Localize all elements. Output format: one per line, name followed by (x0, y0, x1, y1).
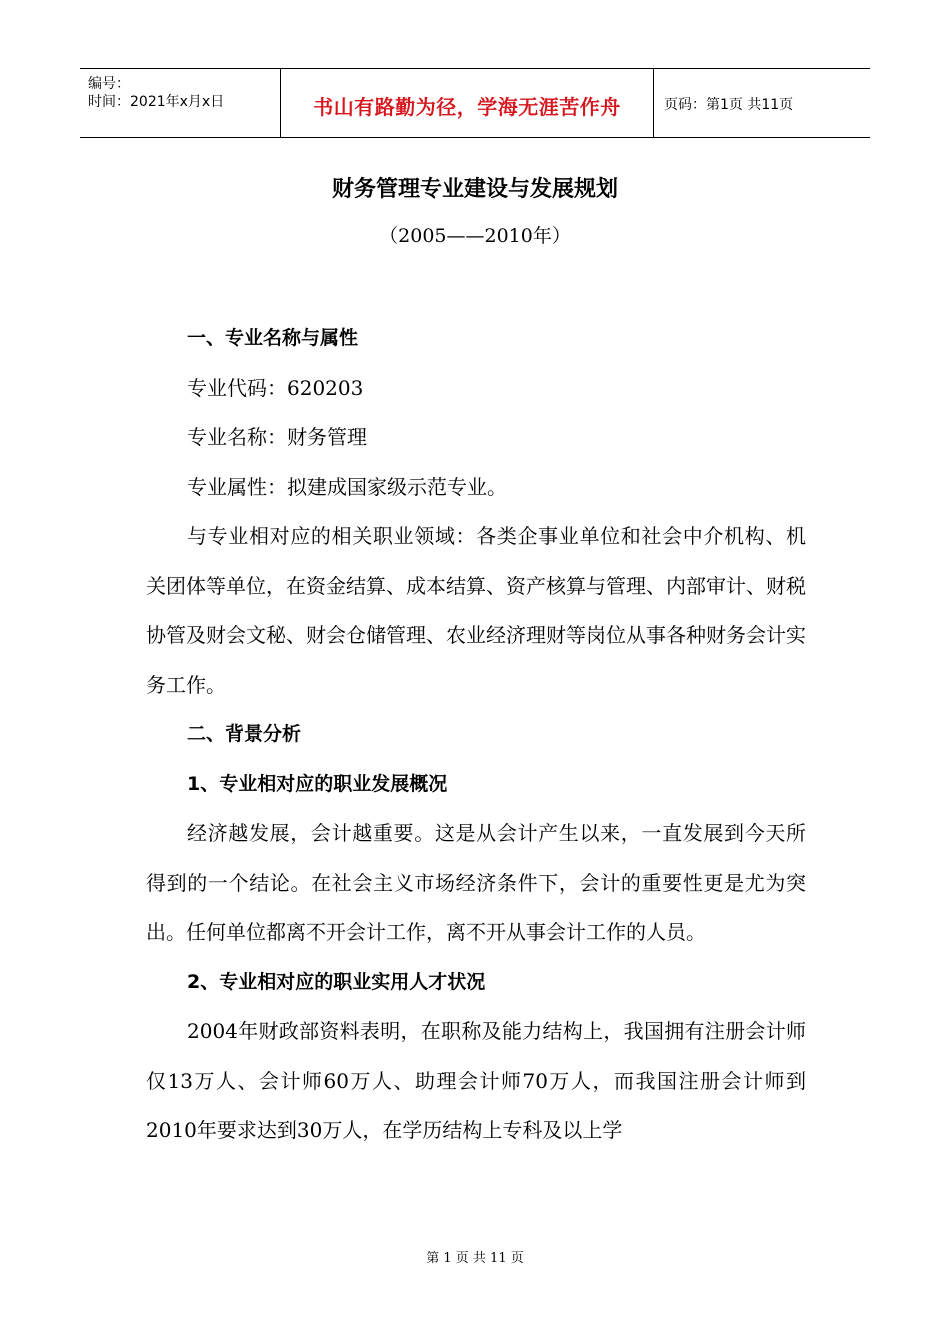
time-label: 时间：2021年x月x日 (88, 94, 225, 110)
name-line: 专业名称：财务管理 (187, 425, 367, 449)
number-label: 编号： (88, 76, 130, 92)
document-subtitle: （2005——2010年） (379, 225, 571, 247)
sub1-heading: 1、专业相对应的职业发展概况 (187, 772, 448, 795)
header-table (80, 68, 870, 138)
header-left-cell (80, 69, 281, 137)
motto: 书山有路勤为径，学海无涯苦作舟 (313, 95, 621, 119)
sub2-heading: 2、专业相对应的职业实用人才状况 (187, 970, 486, 993)
sub2-paragraph: 2004年财政部资料表明，在职称及能力结构上，我国拥有注册会计师仅13万人、会计师60万人、助理会计师70万人，而我国注册会计师到2010年要求达到30万人，在学历结构上专科及以上学 (146, 1019, 806, 1142)
header-page-cell (654, 69, 870, 137)
field-paragraph: 与专业相对应的相关职业领域：各类企事业单位和社会中介机构、机关团体等单位，在资金结算、成本结算、资产核算与管理、内部审计、财税协管及财会文秘、财会仓储管理、农业经济理财等岗位从事各种财务会计实务工作。 (146, 524, 806, 697)
page-info: 页码：第1页 共11页 (664, 97, 794, 113)
sub1-paragraph: 经济越发展，会计越重要。这是从会计产生以来，一直发展到今天所得到的一个结论。在社会主义市场经济条件下，会计的重要性更是尤为突出。任何单位都离不开会计工作，离不开从事会计工作的人员。 (146, 821, 806, 944)
header-motto-cell (281, 69, 654, 137)
code-line: 专业代码：620203 (187, 375, 364, 400)
section2-heading: 二、背景分析 (187, 723, 302, 745)
document-body (146, 314, 806, 1156)
document-title: 财务管理专业建设与发展规划 (331, 177, 618, 202)
section1-heading: 一、专业名称与属性 (187, 327, 359, 349)
attr-line: 专业属性：拟建成国家级示范专业。 (187, 474, 507, 499)
page-footer: 第 1 页 共 11 页 (426, 1251, 524, 1266)
